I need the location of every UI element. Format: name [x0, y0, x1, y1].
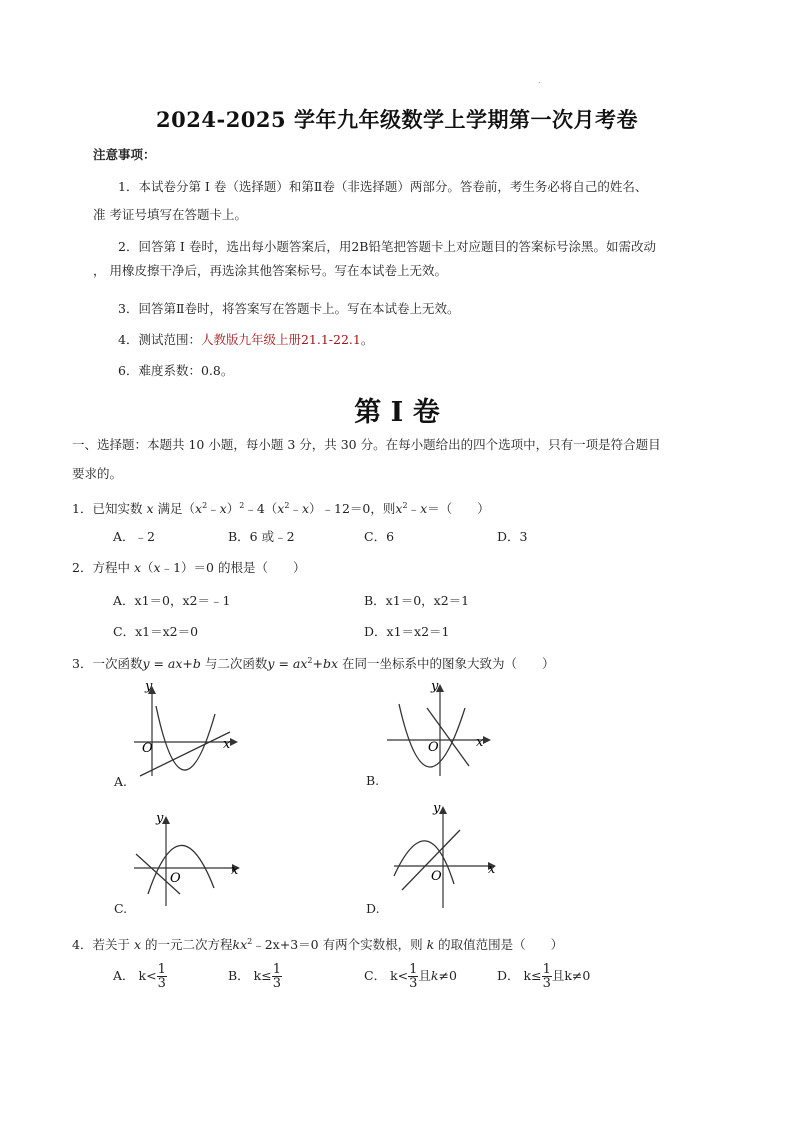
- q4-formula: ﹣2x+3＝0: [252, 937, 319, 953]
- q1-var: x: [277, 501, 285, 517]
- q2-option-a[interactable]: A．x1＝0，x2＝﹣1: [113, 593, 231, 608]
- axis-y-label: y: [433, 801, 441, 816]
- q1-exp: 2: [202, 501, 208, 510]
- q4-option-d[interactable]: [497, 961, 590, 991]
- axis-x-label: x: [223, 737, 231, 752]
- q1-exp: 2: [284, 501, 290, 510]
- question-1-stem: [72, 498, 490, 517]
- q2-text: （: [141, 560, 154, 575]
- q3-text: 3．一次函数: [72, 656, 143, 672]
- section-intro-line-2: 要求的。: [72, 466, 123, 481]
- section-intro-line-1: 一、选择题：本题共 10 小题，每小题 3 分，共 30 分。在每小题给出的四个选项中，只有一项是符合题目: [72, 437, 661, 452]
- q4-option-rel: k<: [138, 968, 157, 983]
- fraction-den: 3: [542, 976, 551, 991]
- parabola: [156, 706, 215, 770]
- q3-graph-b[interactable]: [365, 678, 505, 778]
- q4-option-rel: k≤: [253, 968, 272, 983]
- q1-text: 满足（: [157, 501, 195, 517]
- q3-formula: y = ax+b: [142, 656, 201, 672]
- parabola: [148, 845, 214, 894]
- q1-text: ﹣: [407, 501, 421, 517]
- axis-x-label: x: [476, 735, 484, 750]
- axis-x-label: x: [488, 862, 496, 877]
- origin-label: O: [170, 871, 181, 886]
- origin-label: O: [431, 869, 442, 884]
- fraction: [157, 963, 167, 990]
- q4-option-c[interactable]: [364, 961, 457, 991]
- q1-exp: 2: [239, 501, 245, 510]
- q4-var: x: [133, 937, 141, 953]
- note-4-prefix: 4．测试范围：: [118, 332, 201, 347]
- q3-formula: y = ax: [267, 656, 308, 672]
- q4-text: 的取值范围是（ ）: [438, 937, 564, 953]
- q1-text: ﹣: [289, 501, 302, 517]
- q4-option-label: A．: [113, 968, 135, 983]
- notes-heading: 注意事项：: [93, 147, 156, 162]
- fraction: [408, 963, 418, 990]
- q4-option-label: C．: [364, 968, 387, 983]
- q1-var: x: [395, 501, 403, 517]
- x-arrow-icon: [483, 736, 491, 744]
- parabola: [399, 704, 465, 767]
- origin-label: O: [142, 741, 153, 756]
- note-4-range: 人教版九年级上册21.1-22.1: [200, 332, 361, 347]
- q3-label-b: B.: [366, 773, 380, 788]
- q4-var: k: [430, 968, 439, 983]
- axis-y-label: y: [156, 811, 164, 826]
- q3-exp: 2: [307, 656, 313, 665]
- q1-text: ）: [226, 501, 240, 517]
- q4-option-tail: 且: [418, 968, 431, 983]
- fraction-den: 3: [272, 976, 282, 991]
- question-2-stem: [72, 560, 305, 576]
- q2-option-b[interactable]: B．x1＝0，x2＝1: [364, 593, 470, 608]
- fraction-num: 1: [542, 962, 551, 977]
- page-title: 2024-2025 学年九年级数学上学期第一次月考卷: [156, 107, 638, 132]
- q3-graph-d[interactable]: [388, 800, 513, 910]
- parabola: [394, 841, 454, 884]
- q3-graph-a[interactable]: [112, 680, 252, 780]
- q1-option-d[interactable]: D．3: [497, 529, 528, 544]
- q3-formula: +bx: [312, 656, 339, 672]
- fraction-num: 1: [157, 962, 166, 977]
- axis-x-label: x: [231, 863, 239, 878]
- q4-option-tail: ≠0: [438, 968, 457, 983]
- q1-num: 1．已知实数: [72, 501, 143, 517]
- q1-option-b[interactable]: B．6 或﹣2: [228, 529, 295, 544]
- q2-option-d[interactable]: D．x1＝x2＝1: [364, 624, 450, 639]
- note-4: [118, 332, 373, 348]
- fraction: [272, 963, 282, 990]
- q4-option-tail: 且k≠0: [551, 968, 591, 983]
- origin-label: O: [428, 740, 439, 755]
- q2-text: ﹣1）＝0 的根是（ ）: [160, 560, 306, 575]
- fraction: [542, 963, 552, 990]
- note-3: 3．回答第Ⅱ卷时，将答案写在答题卡上。写在本试卷上无效。: [118, 301, 460, 316]
- note-4-suffix: 。: [360, 332, 374, 347]
- q4-text: 的一元二次方程: [144, 937, 233, 953]
- q2-text: 2．方程中: [72, 560, 130, 575]
- axis-y-label: y: [431, 679, 439, 694]
- q3-text: 在同一坐标系中的图象大致为（ ）: [342, 656, 555, 672]
- q1-option-c[interactable]: C．6: [364, 529, 395, 544]
- q3-label-c: C.: [114, 901, 128, 916]
- q4-option-label: D．: [497, 968, 520, 983]
- q4-option-b[interactable]: [228, 961, 282, 991]
- q2-option-c[interactable]: C．x1＝x2＝0: [113, 624, 199, 639]
- q4-option-a[interactable]: [113, 961, 167, 991]
- line: [140, 732, 230, 776]
- q1-var: x: [146, 501, 154, 517]
- note-1-line-1: 1．本试卷分第 I 卷（选择题）和第Ⅱ卷（非选择题）两部分。答卷前，考生务必将自己的姓名、: [118, 179, 648, 194]
- question-4-stem: [72, 934, 563, 953]
- fraction-den: 3: [409, 976, 418, 991]
- note-6: 6．难度系数：0.8。: [118, 363, 234, 378]
- q1-var: x: [219, 501, 227, 517]
- q1-text: ）﹣12＝0，则: [309, 501, 396, 517]
- q1-text: ﹣4（: [244, 501, 278, 517]
- q3-label-d: D.: [366, 901, 380, 916]
- note-1-line-2: 准 考证号填写在答题卡上。: [93, 207, 247, 222]
- q3-graph-c[interactable]: [128, 808, 258, 908]
- q4-text: 4．若关于: [72, 937, 130, 953]
- q1-var: x: [420, 501, 428, 517]
- q1-text: ﹣: [207, 501, 220, 517]
- q1-var: x: [195, 501, 203, 517]
- q2-var: x: [153, 560, 161, 575]
- q4-formula: kx: [232, 937, 248, 953]
- section-title: 第 I 卷: [354, 397, 440, 428]
- fraction-num: 1: [409, 962, 418, 977]
- q2-var: x: [133, 560, 141, 575]
- header-dot: .: [538, 76, 541, 85]
- fraction-den: 3: [157, 976, 166, 991]
- q3-text: 与二次函数: [204, 656, 268, 672]
- q1-var: x: [301, 501, 310, 517]
- q4-exp: 2: [247, 937, 253, 946]
- q1-exp: 2: [402, 501, 408, 510]
- q1-option-a[interactable]: A．﹣2: [113, 529, 155, 544]
- q4-option-rel: k<: [390, 968, 409, 983]
- note-2-line-2: ， 用橡皮擦干净后，再选涂其他答案标号。写在本试卷上无效。: [93, 263, 447, 278]
- q4-var: k: [426, 937, 435, 953]
- q3-label-a: A.: [114, 774, 128, 789]
- q4-option-rel: k≤: [523, 968, 542, 983]
- q4-option-label: B．: [228, 968, 250, 983]
- x-arrow-icon: [230, 738, 238, 746]
- axis-y-label: y: [145, 680, 153, 694]
- q1-text: ＝（ ）: [427, 501, 490, 517]
- question-3-stem: [72, 653, 555, 672]
- note-2-line-1: 2．回答第 I 卷时，选出每小题答案后，用2B铅笔把答题卡上对应题目的答案标号涂黑。如需改动: [118, 239, 656, 254]
- fraction-num: 1: [272, 962, 282, 977]
- q4-text: 有两个实数根，则: [322, 937, 423, 953]
